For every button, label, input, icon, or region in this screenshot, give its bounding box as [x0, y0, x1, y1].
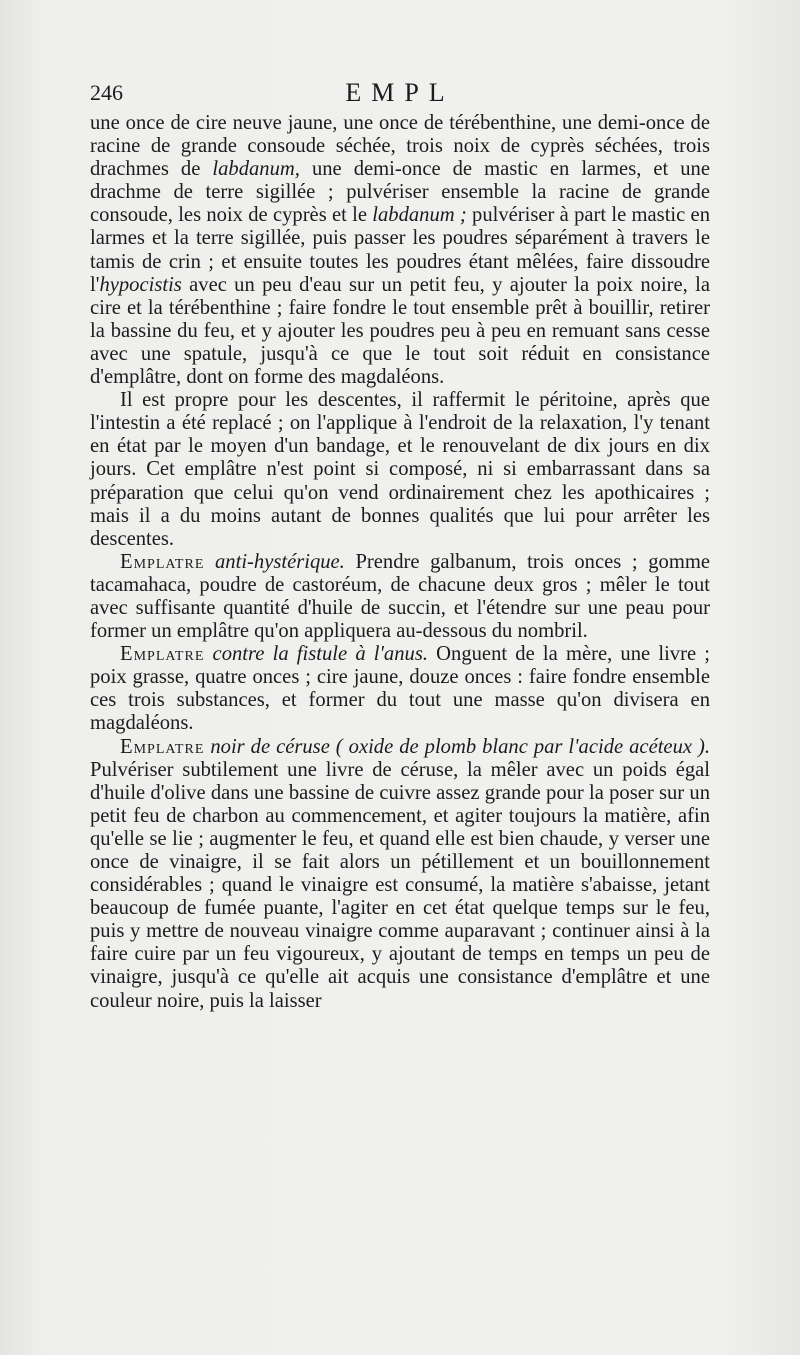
- italic-text: hypocistis: [99, 273, 182, 296]
- entry-heading: Emplatre: [120, 550, 205, 573]
- entry-heading: Emplatre: [120, 643, 205, 666]
- paragraph: [90, 551, 710, 643]
- italic-text: labdanum,: [212, 158, 300, 181]
- text-run: Il est propre pour les descentes, il raffermit le péritoine, après que l'intestin a été replacé ; on l'applique à l'endroit de la relaxation, l'y tenant en état par le moyen d'un bandage, et le renouvelant de dix jours en dix jours. Cet emplâtre n'est point si composé, ni si embarrassant dans sa préparation que celui qu'on vend ordinairement chez les apothicaires ; mais il a du moins autant de bonnes qualités que lui pour arrêter les descentes.: [90, 389, 710, 550]
- text-run: une demi-once de mastic en larmes, et une drachme de terre sigillée ; pulvériser ensemble la racine de grande consoude, les noix de cyprès et le: [90, 158, 710, 227]
- text-run: Pulvériser subtilement une livre de céruse, la mêler avec un poids égal d'huile d'olive dans une bassine de cuivre assez grande pour la poser sur un petit feu de charbon au commencement, et agiter toujours la matière, afin qu'elle se lie ; augmenter le feu, et quand elle est bien chaude, y verser une once de vinaigre, il se fait alors un pétillement et un bouillonnement considérables ; quand le vinaigre est consumé, la matière s'abaisse, jetant beaucoup de fumée puante, l'agiter en cet état quelque temps sur le feu, puis y mettre de nouveau vinaigre comme auparavant ; continuer ainsi à la faire cuire par un feu vigoureux, y ajoutant de temps en temps un peu de vinaigre, jusqu'à ce qu'elle ait acquis une consistance d'emplâtre et une couleur noire, puis la laisser: [90, 758, 710, 1012]
- text-run: avec un peu d'eau sur un petit feu, y ajouter la poix noire, la cire et la térébenthine ; faire fondre le tout ensemble prêt à bouillir, retirer la bassine du feu, et y ajouter les poudres peu à peu en remuant sans cesse avec une spatule, jusqu'à ce que le tout soit réduit en consistance d'emplâtre, dont on forme des magdaléons.: [90, 273, 710, 389]
- italic-text: anti-hystérique.: [204, 550, 345, 573]
- text-run: Onguent de la mère, une livre ; poix grasse, quatre onces ; cire jaune, douze onces : faire fondre ensemble ces trois substances, et former du tout une masse qu'on divisera en magdaléons.: [90, 643, 710, 735]
- paragraph: [90, 389, 710, 551]
- entry-heading: Emplatre: [120, 735, 205, 758]
- italic-text: contre la fistule à l'anus.: [204, 643, 428, 666]
- text-run: Prendre galbanum, trois onces ; gomme tacamahaca, poudre de castoréum, de chacune deux gros ; mêler le tout avec suffisante quantité d'huile de succin, et l'étendre sur une peau pour former un emplâtre qu'on appliquera au-dessous du nombril.: [90, 550, 710, 643]
- italic-text: labdanum ;: [372, 204, 467, 227]
- page-header: [90, 80, 710, 116]
- italic-text: noir de céruse ( oxide de plomb blanc par l'acide acéteux ).: [204, 735, 710, 758]
- paragraph: [90, 112, 710, 389]
- text-run: pulvériser à part le mastic en larmes et la terre sigillée, puis passer les poudres séparément à travers le tamis de crin ; et ensuite toutes les poudres étant mêlées, faire dissoudre l': [90, 204, 710, 296]
- page-number: 246: [90, 80, 123, 105]
- body-text: [90, 112, 710, 1013]
- running-head: EMPL: [345, 78, 455, 107]
- paragraph: [90, 643, 710, 735]
- paragraph: [90, 736, 710, 1013]
- text-run: une once de cire neuve jaune, une once de térébenthine, une demi-once de racine de grande consoude séchée, trois noix de cyprès séchées, trois drachmes de: [90, 112, 710, 181]
